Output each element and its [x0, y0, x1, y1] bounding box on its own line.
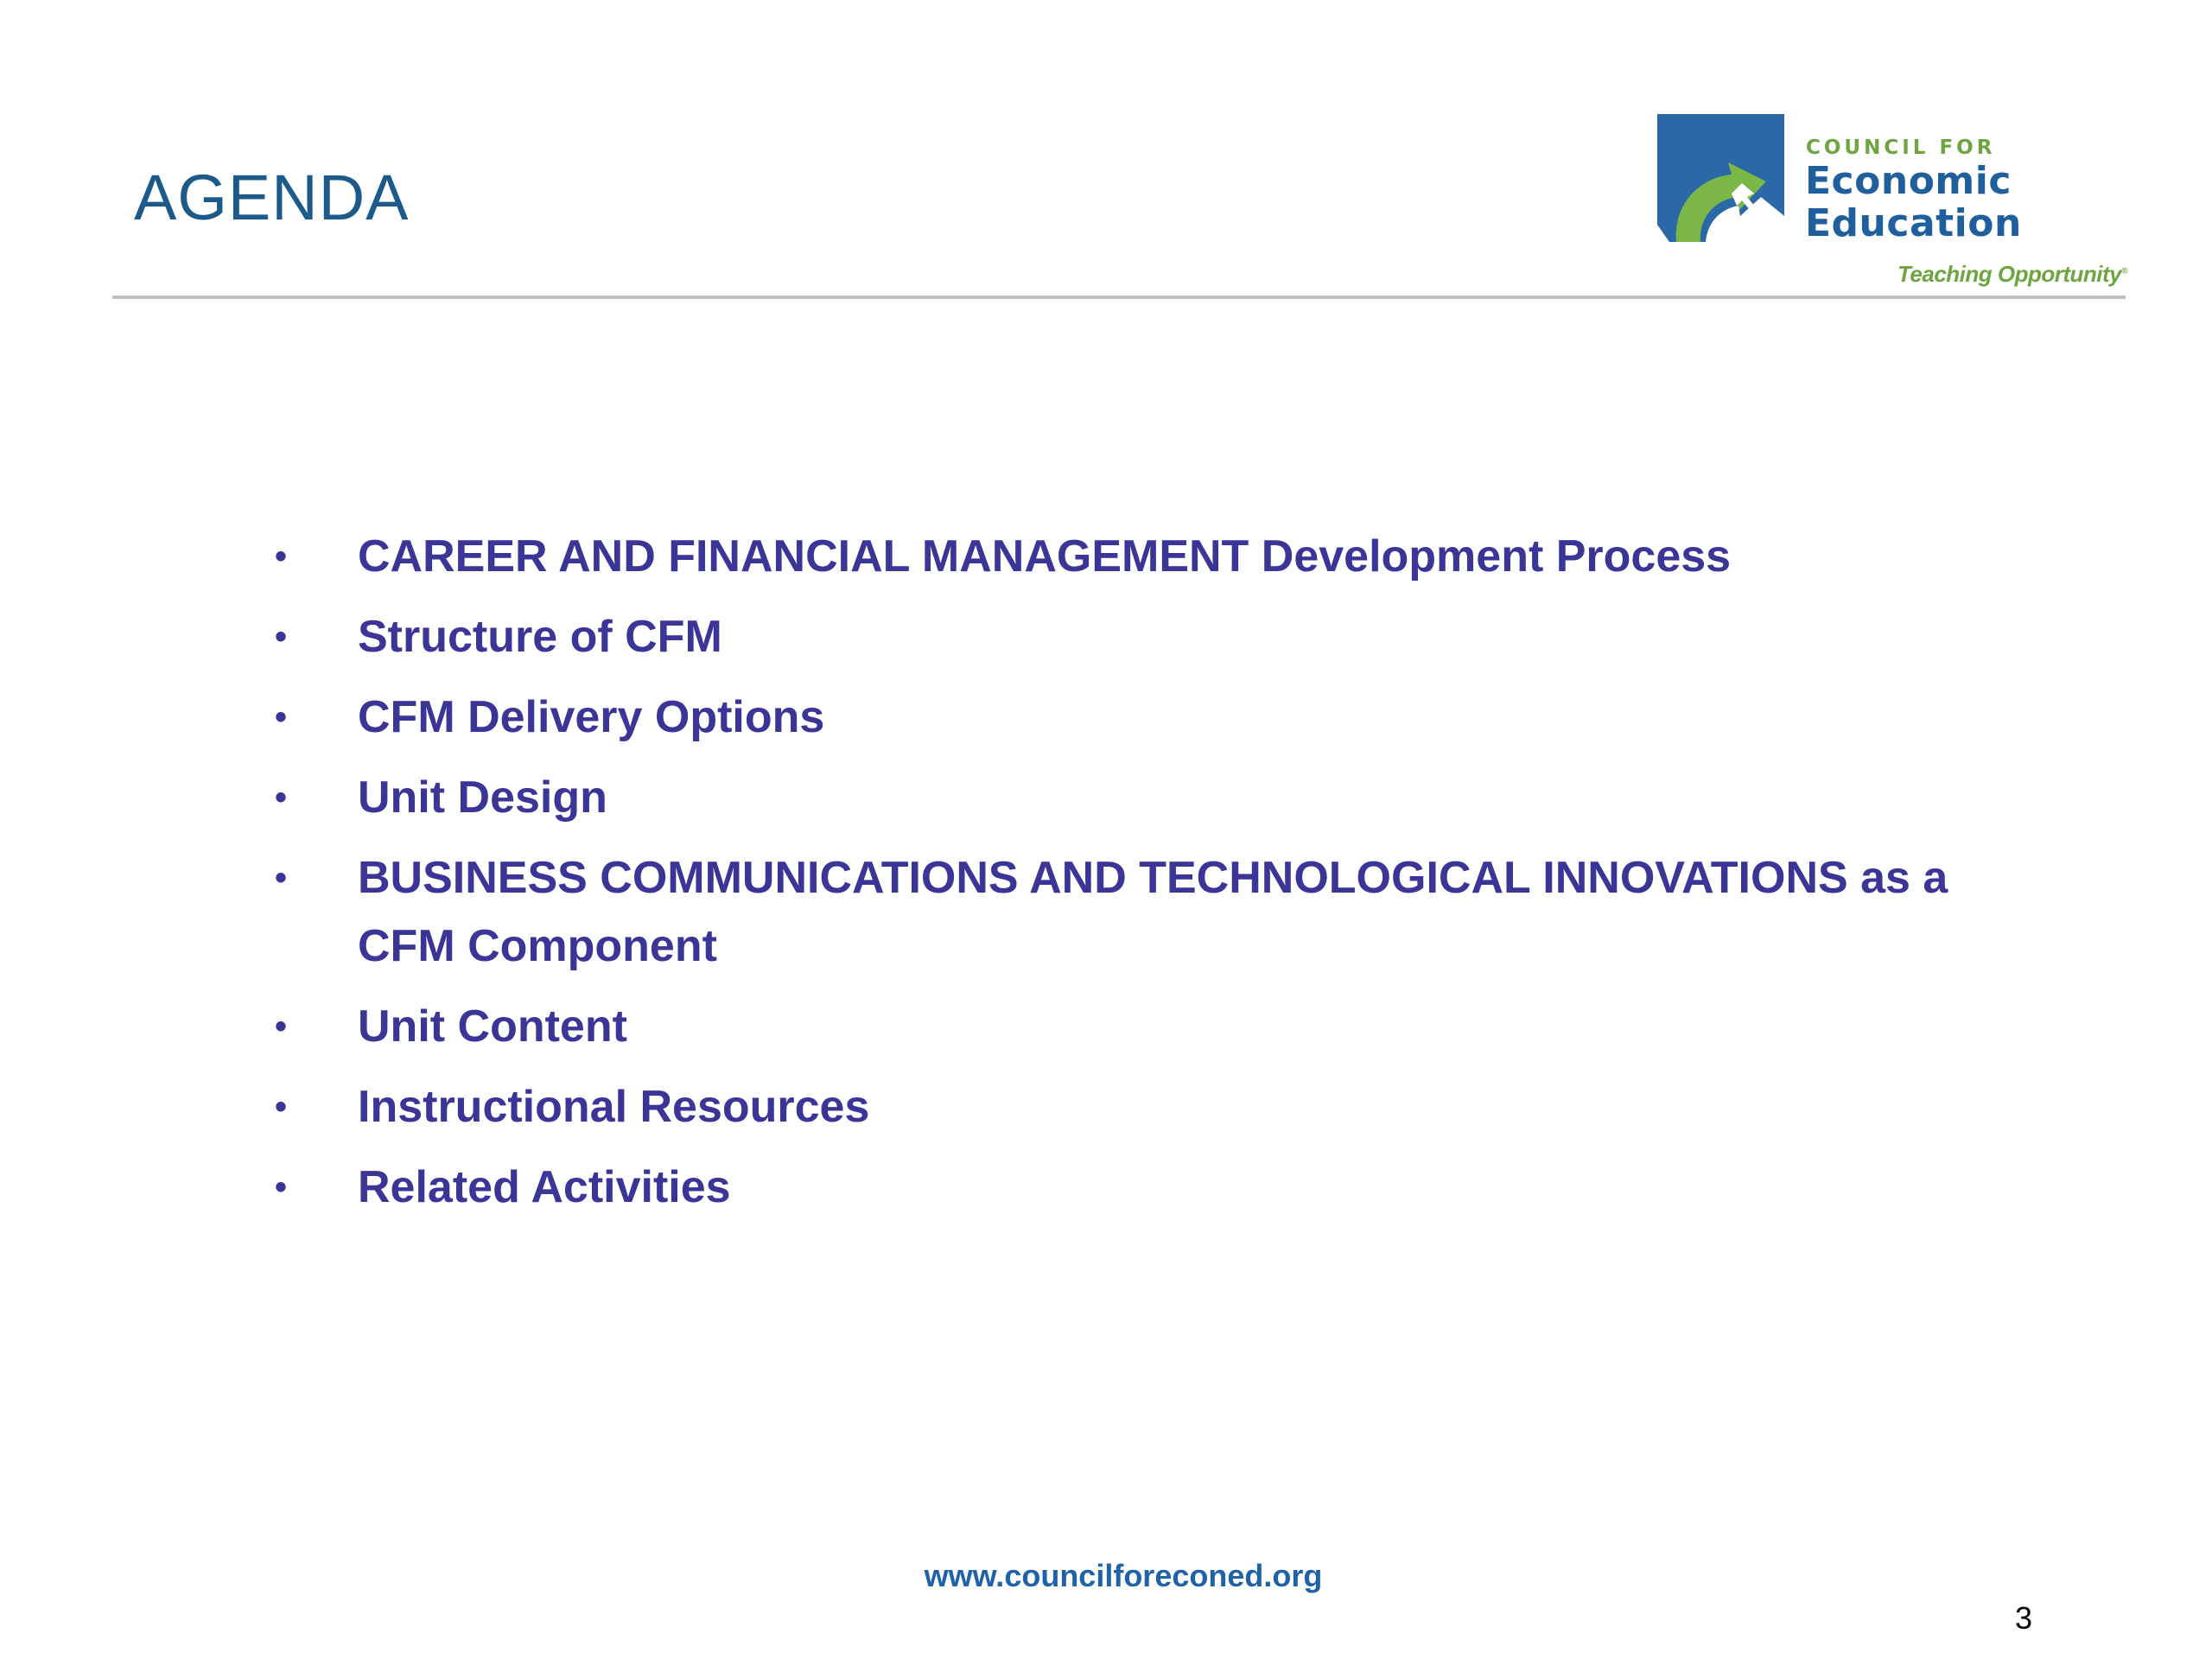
logo-tagline [1897, 261, 2127, 288]
logo-education: Education [1805, 201, 2022, 245]
agenda-item-text: CAREER AND FINANCIAL MANAGEMENT Development Process [358, 531, 1732, 582]
agenda-item-text: Related Activities [358, 1162, 731, 1212]
agenda-item [268, 683, 1987, 752]
agenda-item [268, 1073, 1987, 1141]
page-number: 3 [2015, 1600, 2033, 1636]
agenda-list [268, 523, 1987, 1234]
logo-tagline-text: Teaching Opportunity [1897, 261, 2122, 287]
agenda-item-text: Structure of CFM [358, 612, 722, 662]
agenda-item [268, 844, 1987, 981]
bullet-icon: • [275, 859, 288, 897]
logo-mark-icon [1657, 114, 1784, 242]
bullet-icon: • [275, 1088, 288, 1126]
bullet-icon: • [275, 618, 288, 656]
bullet-icon: • [275, 537, 288, 575]
agenda-item [268, 603, 1987, 671]
agenda-item-text: Unit Content [358, 1001, 627, 1052]
bullet-icon: • [275, 1168, 288, 1206]
logo-council-for: COUNCIL FOR [1806, 137, 1996, 159]
bullet-icon: • [275, 698, 288, 736]
bullet-icon: • [275, 1007, 288, 1046]
agenda-item-text: CFM Delivery Options [358, 692, 825, 742]
agenda-item [268, 993, 1987, 1061]
agenda-item-text: Instructional Resources [358, 1082, 870, 1132]
agenda-item [268, 1154, 1987, 1222]
agenda-item-text: BUSINESS COMMUNICATIONS AND TECHNOLOGICAL INNOVATIONS as a CFM Component [358, 853, 1948, 971]
agenda-item [268, 523, 1987, 591]
agenda-item [268, 764, 1987, 832]
cee-logo [1657, 114, 2141, 300]
registered-mark: ® [2121, 266, 2127, 276]
header-divider [112, 296, 2126, 299]
slide-title: AGENDA [134, 162, 410, 233]
logo-economic: Economic [1805, 159, 2012, 203]
footer-url-link[interactable]: www.councilforeconed.org [924, 1558, 1323, 1593]
agenda-item-text: Unit Design [358, 772, 607, 823]
bullet-icon: • [275, 779, 288, 817]
